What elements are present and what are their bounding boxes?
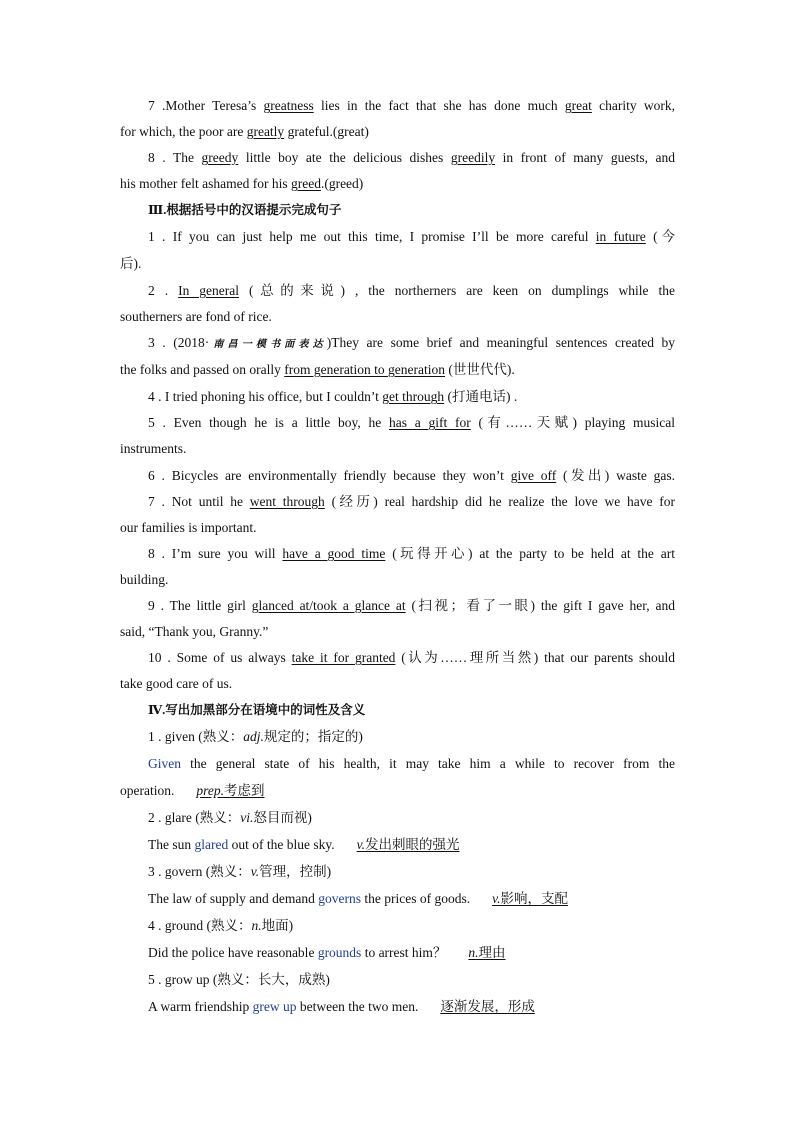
- sentence-3-line-1: 3 . (2018·南昌一模书面表达)They are some brief and meaningful sentences created by: [148, 335, 675, 350]
- section-3-heading: Ⅲ.根据括号中的汉语提示完成句子: [148, 203, 342, 217]
- word-3-answer: v.影响，支配: [492, 891, 568, 906]
- sentence-1-line-1: 1 . If you can just help me out this time, I promise I’ll be more careful in future (今: [148, 229, 675, 244]
- sentence-5-line-2: instruments.: [120, 441, 187, 456]
- exercise-7-line-2: for which, the poor are greatly grateful.(great): [120, 124, 369, 139]
- word-2-answer: v.发出刺眼的强光: [356, 837, 460, 852]
- sentence-3-line-2: the folks and passed on orally from generation to generation (世世代代).: [120, 362, 515, 377]
- sentence-9-line-2: said, “Thank you, Granny.”: [120, 624, 269, 639]
- sentence-9-line-1: 9 . The little girl glanced at/took a glance at (扫视；看了一眼) the gift I gave her, and: [148, 598, 675, 613]
- sentence-10-line-1: 10 . Some of us always take it for granted (认为……理所当然) that our parents should: [148, 650, 675, 665]
- word-1-example-cont: operation. prep.考虑到: [120, 783, 265, 798]
- word-4-heading: 4 . ground (熟义：n.地面): [148, 918, 294, 933]
- sentence-1-line-2: 后).: [120, 256, 142, 271]
- word-4-example: Did the police have reasonable grounds to arrest him？ n.理由: [148, 945, 506, 960]
- word-1-heading: 1 . given (熟义：adj.规定的；指定的): [148, 729, 363, 744]
- word-3-example: The law of supply and demand governs the prices of goods. v.影响，支配: [148, 891, 568, 906]
- word-5-example: A warm friendship grew up between the two men. 逐渐发展，形成: [148, 999, 535, 1014]
- section-4-heading: Ⅳ.写出加黑部分在语境中的词性及含义: [148, 703, 366, 717]
- document-body: [120, 93, 675, 1020]
- exercise-8-line-1: 8 . The greedy little boy ate the delicious dishes greedily in front of many guests, and: [148, 150, 675, 165]
- sentence-6: 6 . Bicycles are environmentally friendly because they won’t give off (发出) waste gas.: [148, 468, 675, 483]
- sentence-2-line-2: southerners are fond of rice.: [120, 309, 272, 324]
- word-2-example: The sun glared out of the blue sky. v.发出刺眼的强光: [148, 837, 460, 852]
- sentence-5-line-1: 5 . Even though he is a little boy, he has a gift for (有……天赋) playing musical: [148, 415, 675, 430]
- sentence-4: 4 . I tried phoning his office, but I couldn’t get through (打通电话) .: [148, 389, 518, 404]
- exercise-7-line-1: 7 .Mother Teresa’s greatness lies in the fact that she has done much great charity work,: [148, 98, 675, 113]
- sentence-7-line-2: our families is important.: [120, 520, 257, 535]
- sentence-8-line-1: 8 . I’m sure you will have a good time (玩得开心) at the party to be held at the art: [148, 546, 675, 561]
- exercise-8-line-2: his mother felt ashamed for his greed.(greed): [120, 176, 364, 191]
- sentence-8-line-2: building.: [120, 572, 169, 587]
- sentence-10-line-2: take good care of us.: [120, 676, 233, 691]
- word-2-heading: 2 . glare (熟义：vi.怒目而视): [148, 810, 312, 825]
- word-1-example: Given the general state of his health, it may take him a while to recover from the: [148, 756, 675, 771]
- word-1-answer: prep.考虑到: [196, 783, 265, 798]
- word-5-answer: 逐渐发展，形成: [440, 999, 535, 1014]
- word-4-answer: n.理由: [468, 945, 506, 960]
- word-3-heading: 3 . govern (熟义：v.管理，控制): [148, 864, 332, 879]
- exam-source-label: 南昌一模书面表达: [209, 339, 327, 350]
- sentence-2-line-1: 2 . In general (总的来说) , the northerners are keen on dumplings while the: [148, 283, 675, 298]
- word-5-heading: 5 . grow up (熟义：长大，成熟): [148, 972, 330, 987]
- sentence-7-line-1: 7 . Not until he went through (经历) real hardship did he realize the love we have for: [148, 494, 675, 509]
